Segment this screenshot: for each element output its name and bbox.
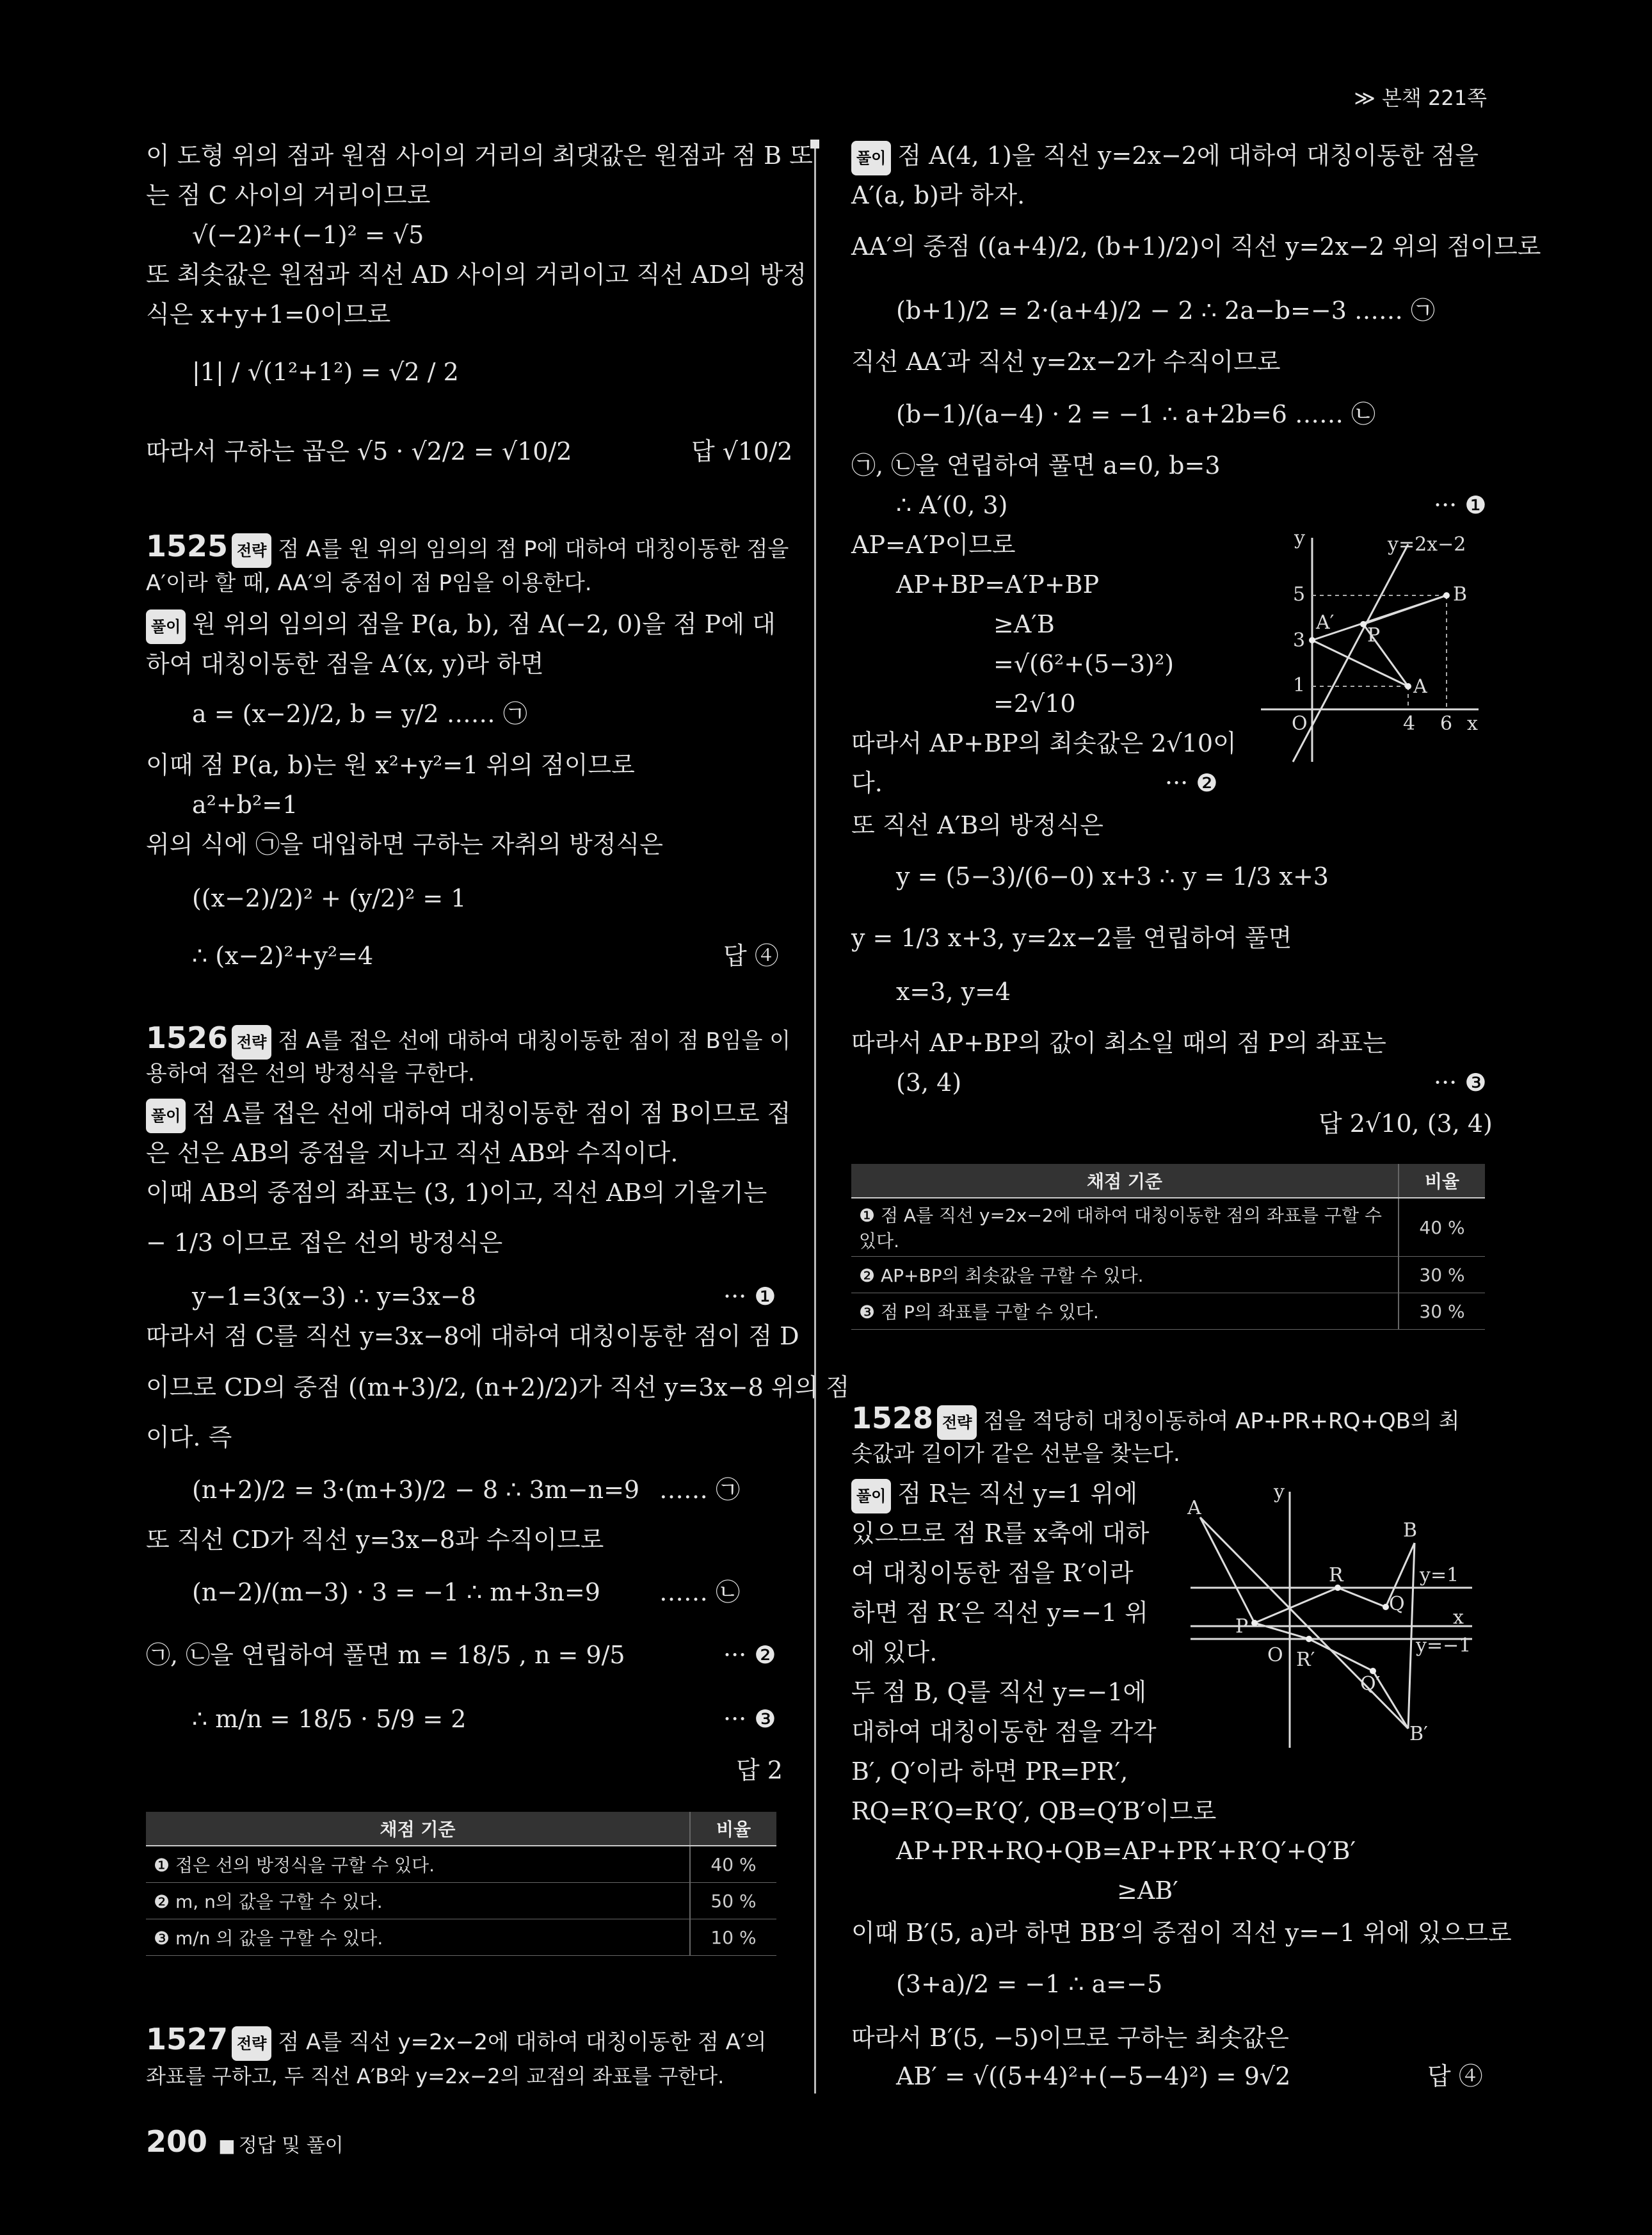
math-line: (n+2)/2 = 3·(m+3)/2 − 8 ∴ 3m−n=9 — [192, 1476, 640, 1504]
strategy-text: 좌표를 구하고, 두 직선 A′B와 y=2x−2의 교점의 좌표를 구한다. — [146, 2064, 725, 2088]
tick-label: 3 — [1293, 629, 1306, 652]
math-line: (b+1)/2 = 2·(a+4)/2 − 2 ∴ 2a−b=−3 …… ㉠ — [896, 296, 1436, 325]
text-line: 따라서 구하는 곱은 √5 · √2/2 = √10/2 — [146, 437, 572, 465]
answer: 답 ④ — [723, 942, 779, 970]
math-line: AP+BP=A′P+BP — [896, 570, 1100, 599]
ratio: 10 % — [690, 1919, 776, 1956]
axis-label: y — [1294, 527, 1305, 549]
point-label: P — [1367, 624, 1381, 647]
math-line: (b−1)/(a−4) · 2 = −1 ∴ a+2b=6 …… ㉡ — [896, 400, 1376, 428]
text-line: 두 점 B, Q를 직선 y=−1에 — [851, 1678, 1147, 1706]
math-line: ≥A′B — [993, 610, 1055, 638]
problem-number: 1526 — [146, 1021, 229, 1055]
text-line: 또 최솟값은 원점과 직선 AD 사이의 거리이고 직선 AD의 방정 — [146, 261, 807, 289]
criterion: ❷ AP+BP의 최솟값을 구할 수 있다. — [851, 1257, 1399, 1293]
math-line: ((x−2)/2)² + (y/2)² = 1 — [192, 884, 467, 912]
strategy-tag: 전략 — [232, 533, 271, 568]
segment-ap — [1200, 1517, 1255, 1623]
text-line: 이때 점 P(a, b)는 원 x²+y²=1 위의 점이므로 — [146, 751, 635, 779]
text-line: − 1/3 이므로 접은 선의 방정식은 — [146, 1229, 503, 1257]
text-line: 다. — [851, 769, 883, 797]
table-row — [851, 1257, 1485, 1293]
math-line: a²+b²=1 — [192, 791, 298, 819]
strategy-text: 용하여 접은 선의 방정식을 구한다. — [146, 1061, 475, 1086]
text-line: 위의 식에 ㉠을 대입하면 구하는 자취의 방정식은 — [146, 830, 663, 859]
strategy-text: 솟값과 길이가 같은 선분을 찾는다. — [851, 1441, 1180, 1467]
step-mark: ··· ❸ — [723, 1705, 776, 1733]
problem-number: 1528 — [851, 1401, 934, 1435]
coordinate-graph — [1255, 525, 1485, 768]
tick-label: 6 — [1440, 713, 1453, 735]
text-line: 이므로 CD의 중점 ((m+3)/2, (n+2)/2)가 직선 y=3x−8 위의 점 — [146, 1373, 850, 1401]
segment-r-prime-q-prime — [1309, 1639, 1373, 1671]
math-line: y = 1/3 x+3, y=2x−2를 연립하여 풀면 — [851, 924, 1292, 952]
text-line: 에 있다. — [851, 1638, 938, 1666]
table-row — [146, 1919, 776, 1956]
strategy-text: 점 A를 원 위의 임의의 점 P에 대하여 대칭이동한 점을 — [278, 537, 789, 562]
criterion: ❸ 점 P의 좌표를 구할 수 있다. — [851, 1293, 1399, 1330]
point-label: Q — [1389, 1593, 1405, 1615]
ratio: 40 % — [690, 1846, 776, 1883]
text-line: 따라서 AP+BP의 값이 최소일 때의 점 P의 좌표는 — [851, 1029, 1386, 1057]
point-label: R — [1329, 1564, 1343, 1586]
axis-label: y — [1274, 1481, 1285, 1503]
text-line: RQ=R′Q=R′Q′, QB=Q′B′이므로 — [851, 1797, 1217, 1825]
text-line: 식은 x+y+1=0이므로 — [146, 300, 391, 328]
segment-rq — [1338, 1588, 1386, 1607]
problem-number: 1527 — [146, 2022, 229, 2056]
criterion: ❷ m, n의 값을 구할 수 있다. — [146, 1883, 690, 1919]
coordinate-graph — [1178, 1479, 1485, 1761]
ratio: 30 % — [1399, 1293, 1485, 1330]
step-mark: ··· ❷ — [1165, 769, 1218, 797]
strategy-text: A′이라 할 때, AA′의 중점이 점 P임을 이용한다. — [146, 570, 592, 596]
text-line: 따라서 점 C를 직선 y=3x−8에 대하여 대칭이동한 점이 점 D — [146, 1322, 799, 1350]
math-line: (n−2)/(m−3) · 3 = −1 ∴ m+3n=9 — [192, 1578, 600, 1606]
text-line: 또 직선 A′B의 방정식은 — [851, 811, 1103, 839]
point-label: B — [1403, 1519, 1418, 1542]
solution-tag: 풀이 — [851, 1479, 891, 1513]
math-line: y−1=3(x−3) ∴ y=3x−8 — [192, 1282, 476, 1311]
solution-tag: 풀이 — [146, 609, 186, 644]
text-line: 이때 AB의 중점의 좌표는 (3, 1)이고, 직선 AB의 기울기는 — [146, 1179, 767, 1207]
ratio: 30 % — [1399, 1257, 1485, 1293]
math-line: ∴ (x−2)²+y²=4 — [192, 942, 374, 970]
point-label: B — [1453, 583, 1468, 606]
step-mark: ··· ❶ — [1434, 491, 1487, 519]
math-line: AP+PR+RQ+QB=AP+PR′+R′Q′+Q′B′ — [896, 1837, 1356, 1865]
table-header: 채점 기준 — [146, 1812, 690, 1846]
origin-label: O — [1267, 1644, 1283, 1666]
solution-tag: 풀이 — [851, 141, 891, 175]
point-label: B′ — [1409, 1723, 1428, 1745]
line-y-2x-2 — [1293, 544, 1408, 762]
math-line: (3+a)/2 = −1 ∴ a=−5 — [896, 1970, 1163, 1998]
strategy-text: 점 A를 직선 y=2x−2에 대하여 대칭이동한 점 A′의 — [278, 2029, 767, 2055]
math-line: =√(6²+(5−3)²) — [993, 650, 1175, 678]
answer: 답 2√10, (3, 4) — [1319, 1109, 1493, 1138]
table-row — [851, 1293, 1485, 1330]
answer: 답 ④ — [1427, 2062, 1483, 2090]
segment-a-prime-a — [1312, 640, 1408, 686]
criterion: ❶ 점 A를 직선 y=2x−2에 대하여 대칭이동한 점의 좌표를 구할 수 있다. — [851, 1198, 1399, 1257]
text-line: 는 점 C 사이의 거리이므로 — [146, 181, 431, 209]
text-line: 따라서 B′(5, −5)이므로 구하는 최솟값은 — [851, 2024, 1289, 2052]
origin-label: O — [1292, 713, 1308, 735]
table-row — [851, 1198, 1485, 1257]
solution-tag: 풀이 — [146, 1099, 186, 1133]
point-label: A′ — [1316, 611, 1335, 634]
text-line: 이 도형 위의 점과 원점 사이의 거리의 최댓값은 원점과 점 B 또 — [146, 141, 813, 170]
point-label: Q′ — [1360, 1673, 1381, 1695]
line-label: y=−1 — [1416, 1634, 1472, 1657]
column-divider — [814, 144, 816, 2094]
math-line: ∴ m/n = 18/5 · 5/9 = 2 — [192, 1705, 467, 1733]
math-line: AA′의 중점 ((a+4)/2, (b+1)/2)이 직선 y=2x−2 위의 점이므로 — [851, 232, 1541, 261]
segment-pr — [1255, 1588, 1338, 1623]
text-line: AP=A′P이므로 — [851, 531, 1016, 559]
criterion: ❶ 접은 선의 방정식을 구할 수 있다. — [146, 1846, 690, 1883]
strategy-text: 점 A를 접은 선에 대하여 대칭이동한 점이 점 B임을 이 — [278, 1028, 791, 1054]
problem-number: 1525 — [146, 529, 229, 563]
text-line: 하여 대칭이동한 점을 A′(x, y)라 하면 — [146, 650, 544, 678]
strategy-tag: 전략 — [937, 1405, 977, 1440]
tick-label: 4 — [1403, 713, 1416, 735]
text-line: 직선 AA′과 직선 y=2x−2가 수직이므로 — [851, 348, 1281, 376]
text-line: 또 직선 CD가 직선 y=3x−8과 수직이므로 — [146, 1526, 604, 1554]
section-mark: ■ — [218, 2135, 236, 2156]
equation-mark: …… ㉡ — [659, 1578, 741, 1606]
text-line: A′(a, b)라 하자. — [851, 181, 1025, 209]
text-line: 점 A를 접은 선에 대하여 대칭이동한 점이 점 B이므로 접 — [192, 1099, 791, 1127]
text-line: 원 위의 임의의 점을 P(a, b), 점 A(−2, 0)을 점 P에 대 — [192, 610, 776, 638]
criterion: ❸ m/n 의 값을 구할 수 있다. — [146, 1919, 690, 1956]
text-line: 따라서 AP+BP의 최솟값은 2√10이 — [851, 729, 1237, 757]
math-line: =2√10 — [993, 690, 1076, 718]
math-line: √(−2)²+(−1)² = √5 — [192, 221, 424, 249]
table-row — [146, 1883, 776, 1919]
text-line: 점 A(4, 1)을 직선 y=2x−2에 대하여 대칭이동한 점을 — [897, 141, 1479, 170]
text-line: 대하여 대칭이동한 점을 각각 — [851, 1718, 1157, 1746]
section-title: 정답 및 풀이 — [238, 2134, 344, 2157]
equation-mark: …… ㉠ — [659, 1476, 741, 1504]
math-line: AB′ = √((5+4)²+(−5−4)²) = 9√2 — [896, 2062, 1291, 2090]
strategy-text: 점을 적당히 대칭이동하여 AP+PR+RQ+QB의 최 — [983, 1408, 1460, 1434]
text-line: 점 R는 직선 y=1 위에 — [897, 1480, 1138, 1508]
answer: 답 2 — [736, 1756, 783, 1784]
line-label: y=1 — [1420, 1564, 1459, 1586]
segment-ab-prime — [1200, 1517, 1408, 1729]
ratio: 40 % — [1399, 1198, 1485, 1257]
strategy-tag: 전략 — [232, 1025, 271, 1060]
page-reference: ≫ 본책 221쪽 — [1354, 86, 1487, 110]
text-line: 있으므로 점 R를 x축에 대하 — [851, 1519, 1150, 1547]
text-line: ㉠, ㉡을 연립하여 풀면 a=0, b=3 — [851, 451, 1221, 480]
scoring-table — [851, 1164, 1485, 1330]
step-mark: ··· ❷ — [723, 1641, 776, 1669]
table-header: 비율 — [1399, 1164, 1485, 1198]
text-line: 하면 점 R′은 직선 y=−1 위 — [851, 1599, 1148, 1627]
text-line: 여 대칭이동한 점을 R′이라 — [851, 1559, 1134, 1587]
math-line: x=3, y=4 — [896, 978, 1011, 1006]
strategy-tag: 전략 — [232, 2026, 271, 2061]
line-label: y=2x−2 — [1388, 533, 1466, 556]
point-label: A — [1413, 675, 1427, 698]
axis-label: x — [1467, 713, 1478, 735]
answer: 답 √10/2 — [691, 437, 793, 465]
ratio: 50 % — [690, 1883, 776, 1919]
table-row — [146, 1846, 776, 1883]
step-mark: ··· ❶ — [723, 1282, 776, 1311]
page-footer — [146, 2124, 344, 2159]
tick-label: 1 — [1293, 674, 1306, 697]
math-line: y = (5−3)/(6−0) x+3 ∴ y = 1/3 x+3 — [896, 862, 1329, 891]
text-line: 은 선은 AB의 중점을 지나고 직선 AB와 수직이다. — [146, 1139, 678, 1167]
axis-label: x — [1453, 1606, 1464, 1629]
point-label: A — [1187, 1497, 1201, 1519]
text-line: 이다. 즉 — [146, 1423, 232, 1451]
math-line: (3, 4) — [896, 1069, 962, 1097]
math-line: a = (x−2)/2, b = y/2 …… ㉠ — [192, 700, 527, 728]
text-line: 이때 B′(5, a)라 하면 BB′의 중점이 직선 y=−1 위에 있으므로 — [851, 1919, 1512, 1947]
text-line: B′, Q′이라 하면 PR=PR′, — [851, 1757, 1128, 1786]
math-line: |1| / √(1²+1²) = √2 / 2 — [192, 358, 459, 386]
math-line: ≥AB′ — [1117, 1876, 1178, 1905]
math-line: ㉠, ㉡을 연립하여 풀면 m = 18/5 , n = 9/5 — [146, 1641, 625, 1669]
math-line: ∴ A′(0, 3) — [896, 491, 1008, 519]
tick-label: 5 — [1293, 583, 1306, 606]
table-header: 채점 기준 — [851, 1164, 1399, 1198]
scoring-table — [146, 1812, 776, 1956]
page-number: 200 — [146, 2124, 208, 2159]
step-mark: ··· ❸ — [1434, 1069, 1487, 1097]
point-label: R′ — [1296, 1649, 1315, 1671]
point-label: P — [1235, 1615, 1249, 1638]
table-header: 비율 — [690, 1812, 776, 1846]
